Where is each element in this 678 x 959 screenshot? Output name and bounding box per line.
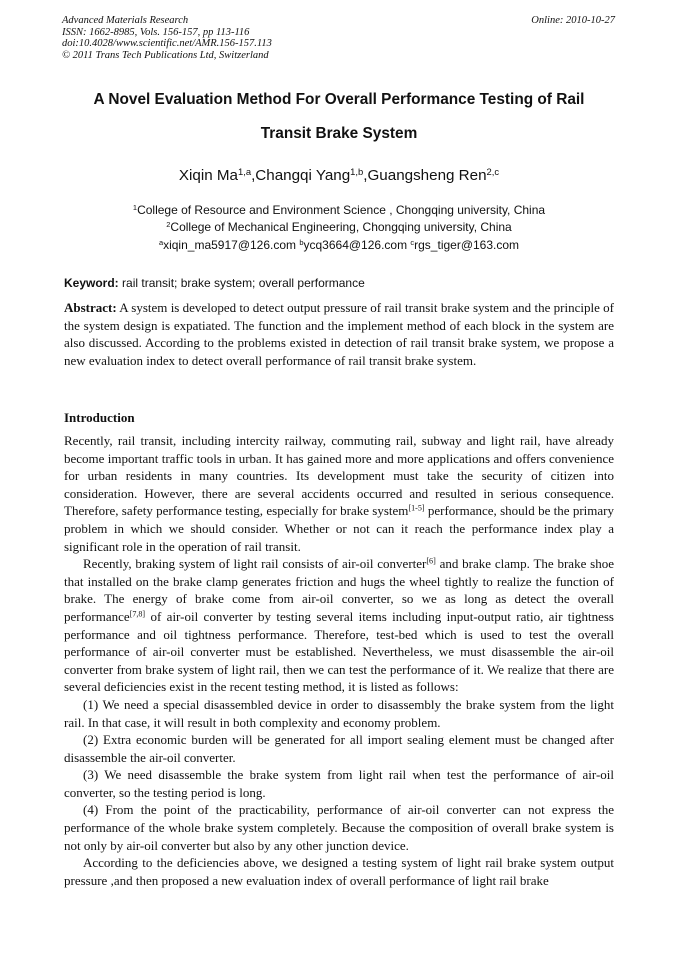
- author-sup: 1,b: [350, 165, 364, 177]
- affiliation-text: College of Resource and Environment Science , Chongqing university, China: [137, 203, 546, 217]
- online-date: Online: 2010-10-27: [531, 15, 615, 26]
- citation[interactable]: [1-5]: [408, 503, 425, 513]
- list-item: (4) From the point of the practicability, performance of air-oil converter can not express the performance of the whole brake system completely. Because the composition of overall brake system is not only by air-oil converter but also by any other junction device.: [64, 802, 614, 853]
- author-name: Xiqin Ma: [178, 167, 238, 184]
- email-line: [40, 238, 638, 252]
- email-sup: c: [410, 237, 415, 247]
- introduction-body: [64, 432, 614, 889]
- keyword-label: Keyword:: [64, 276, 119, 290]
- list-item: (3) We need disassemble the brake system from light rail when test the performance of air-oil converter, so the testing period is long.: [64, 767, 614, 800]
- section-heading: Introduction: [64, 410, 135, 425]
- affiliation-1: [40, 203, 638, 217]
- journal-header: [62, 15, 272, 61]
- affiliation-sup: 2: [166, 219, 171, 229]
- journal-copyright: © 2011 Trans Tech Publications Ltd, Switzerland: [62, 49, 269, 61]
- email-address[interactable]: ycq3664@126.com: [303, 238, 411, 252]
- author-list: Xiqin Ma$^{1,a}$,Changqi Yang$^{1,b}$,Guangsheng Ren$^{2,c}$: [178, 165, 500, 184]
- affiliation-2: [40, 220, 638, 234]
- abstract-text: A system is developed to detect output pressure of rail transit brake system and the principle of the system design is expatiated. The function and the implement method of each block in the system are also discussed. According to the problems existed in detection of rail transit brake system, we propose a new evaluation index to detect overall performance of rail transit brake system.: [64, 300, 614, 368]
- author-sup: 1,a: [237, 165, 252, 177]
- email-address[interactable]: rgs_tiger@163.com: [414, 238, 520, 252]
- author-sup: 2,c: [486, 165, 500, 177]
- journal-issn: ISSN: 1662-8985, Vols. 156-157, pp 113-116: [62, 26, 250, 38]
- abstract-label: Abstract:: [64, 300, 117, 315]
- keywords: [64, 276, 365, 290]
- paragraph: According to the deficiencies above, we designed a testing system of light rail brake system output pressure ,and then proposed a new evaluation index of overall performance of light rail brake: [64, 855, 614, 888]
- citation[interactable]: [7,8]: [129, 609, 146, 619]
- email-address[interactable]: xiqin_ma5917@126.com: [163, 238, 300, 252]
- keyword-text: rail transit; brake system; overall performance: [118, 276, 365, 290]
- journal-doi: doi:10.4028/www.scientific.net/AMR.156-157.113: [62, 38, 272, 49]
- paper-title-line-2: Transit Brake System: [260, 125, 418, 142]
- affiliation-sup: 1: [132, 202, 138, 212]
- paragraph: Recently, braking system of light rail consists of air-oil converter[6] and brake clamp. The brake shoe that installed on the brake clamp generates friction and hugs the wheel tightly to realize the function of brake. The energy of brake come from air-oil converter, so we as long as detect the overall performance[7,8] of air-oil converter by testing several items including input-output ratio, air tightness performance and oil tightness performance. Therefore, test-bed which is used to test the overall performance of air-oil converter must be established. Nevertheless, we must disassemble the air-oil converter from brake system of light rail, then we can test the performance of it. We realize that there are several deficiencies exist in the recent testing method, it is listed as follows:: [64, 556, 614, 695]
- journal-name: Advanced Materials Research: [62, 15, 189, 26]
- affiliation-text: College of Mechanical Engineering, Chongqing university, China: [170, 220, 512, 234]
- list-item: (1) We need a special disassembled device in order to disassembly the brake system from the light rail. In that case, it will result in both complexity and economy problem.: [64, 696, 614, 730]
- email-sup: b: [299, 237, 304, 247]
- email-sup: a: [158, 237, 164, 247]
- author-name: Changqi Yang: [255, 167, 351, 184]
- list-item: (2) Extra economic burden will be generated for all import sealing element must be changed after disassemble the air-oil converter.: [64, 732, 614, 765]
- paper-title-line-1: A Novel Evaluation Method For Overall Performance Testing of Rail: [93, 91, 585, 108]
- author-name: Guangsheng Ren: [367, 167, 487, 184]
- paragraph: Recently, rail transit, including intercity railway, commuting rail, subway and light rail, have already become important traffic tools in urban. It has gained more and more applications and offers convenience for urban residents in many countries. Its development must take the security of citizen into consideration. However, there are several accidents occurred and resulted in serious consequence. Therefore, safety performance testing, especially for brake system[1-5] performance, should be the primary problem in which we should consider. Whether or not can it reach the performance index play a significant role in the operation of rail transit.: [64, 433, 614, 554]
- abstract: [64, 299, 614, 369]
- citation[interactable]: [6]: [426, 556, 436, 566]
